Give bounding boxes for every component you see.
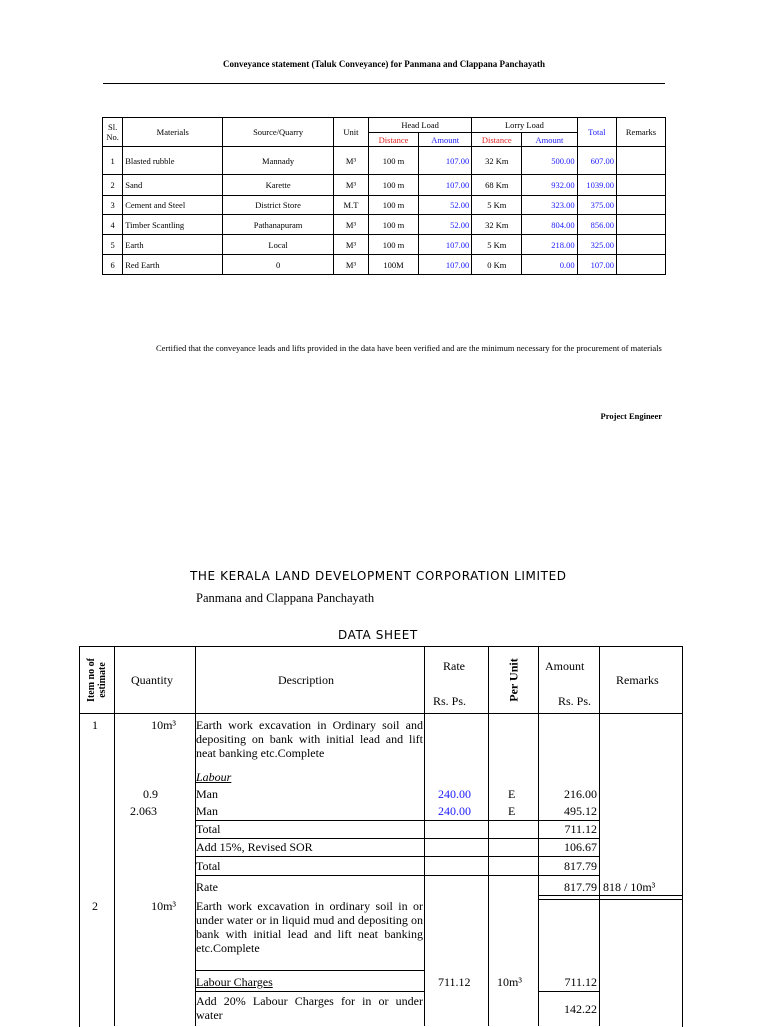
grid-line <box>195 646 196 1026</box>
line-amount: 216.00 <box>564 787 597 801</box>
panchayath-name: Panmana and Clappana Panchayath <box>196 591 375 605</box>
cell-ll-distance: 0 Km <box>472 255 522 275</box>
grid-line <box>195 991 424 992</box>
cell-hl-distance: 100 m <box>369 235 419 255</box>
grid-line <box>195 838 599 839</box>
grid-line <box>195 970 424 971</box>
cell-total: 607.00 <box>577 147 616 175</box>
cell-hl-distance: 100 m <box>369 196 419 215</box>
cell-hl-distance: 100 m <box>369 175 419 196</box>
header-item-no <box>80 647 114 713</box>
add-labour-amount: 142.22 <box>564 1002 597 1016</box>
item-quantity: 10m³ <box>151 718 176 732</box>
statement-title: Conveyance statement (Taluk Conveyance) for Panmana and Clappana Panchayath <box>222 59 546 69</box>
grid-line <box>195 820 599 821</box>
rate-value: 817.79 <box>564 880 597 894</box>
cell-ll-amount: 0.00 <box>522 255 577 275</box>
grid-line <box>195 875 599 876</box>
cell-unit: M³ <box>333 147 368 175</box>
header-remarks: Remarks <box>616 118 665 147</box>
header-amount-sub: Rs. Ps. <box>558 694 592 708</box>
header-rule <box>79 713 682 714</box>
header-unit: Unit <box>333 118 368 147</box>
cell-ll-distance: 5 Km <box>472 235 522 255</box>
grid-line <box>538 899 682 900</box>
header-head-load: Head Load <box>369 118 472 133</box>
grid-line <box>114 646 115 1026</box>
cell-material: Sand <box>123 175 223 196</box>
cell-unit: M.T <box>333 196 368 215</box>
cell-hl-amount: 52.00 <box>419 215 472 235</box>
cell-remarks <box>616 215 665 235</box>
total-value: 817.79 <box>564 859 597 873</box>
cell-material: Earth <box>123 235 223 255</box>
header-rate: Rate <box>443 659 465 673</box>
labour-charges-label: Labour Charges <box>196 975 273 989</box>
cell-source: Mannady <box>223 147 334 175</box>
rate-label: Rate <box>196 880 218 894</box>
grid-line <box>538 646 539 1026</box>
line-amount: 495.12 <box>564 804 597 818</box>
cell-remarks <box>616 235 665 255</box>
header-source: Source/Quarry <box>223 118 334 147</box>
cell-unit: M³ <box>333 235 368 255</box>
header-total: Total <box>577 118 616 147</box>
cell-ll-distance: 32 Km <box>472 215 522 235</box>
cell-hl-distance: 100M <box>369 255 419 275</box>
header-quantity: Quantity <box>131 673 173 687</box>
header-sl-no: Sl. No. <box>103 118 123 147</box>
total-label: Total <box>196 822 221 836</box>
item-description: Earth work excavation in ordinary soil in or under water or in liquid mud and depositing on bank with initial lead and lift neat banking etc.Complete <box>196 899 423 955</box>
rate-remark: 818 / 10m³ <box>603 880 656 894</box>
table-row <box>103 215 666 235</box>
cell-hl-amount: 107.00 <box>419 147 472 175</box>
cell-remarks <box>616 147 665 175</box>
certification-text: Certified that the conveyance leads and lifts provided in the data have been verified and are the minimum necessary for the procurement of materials <box>156 343 662 353</box>
cell-total: 375.00 <box>577 196 616 215</box>
cell-material: Blasted rubble <box>123 147 223 175</box>
cell-total: 1039.00 <box>577 175 616 196</box>
cell-sl: 1 <box>103 147 123 175</box>
line-quantity: 0.9 <box>143 787 158 801</box>
item-description: Earth work excavation in Ordinary soil and depositing on bank with initial lead and lift neat banking etc.Complete <box>196 718 423 760</box>
cell-ll-distance: 68 Km <box>472 175 522 196</box>
header-ll-distance: Distance <box>472 133 522 147</box>
header-per-unit <box>489 647 538 713</box>
cell-total: 325.00 <box>577 235 616 255</box>
cell-ll-distance: 32 Km <box>472 147 522 175</box>
cell-remarks <box>616 196 665 215</box>
cell-unit: M³ <box>333 175 368 196</box>
cell-unit: M³ <box>333 255 368 275</box>
total-value: 711.12 <box>564 822 597 836</box>
labour-charges-amount: 711.12 <box>564 975 597 989</box>
cell-material: Red Earth <box>123 255 223 275</box>
cell-material: Cement and Steel <box>123 196 223 215</box>
add-value: 106.67 <box>564 840 597 854</box>
line-rate: 240.00 <box>438 787 471 801</box>
conveyance-table <box>102 117 666 275</box>
signatory: Project Engineer <box>600 411 662 421</box>
grid-line <box>424 646 425 1026</box>
line-label: Man <box>196 787 218 801</box>
cell-source: Karette <box>223 175 334 196</box>
header-materials: Materials <box>123 118 223 147</box>
header-remarks: Remarks <box>616 673 659 687</box>
line-unit: E <box>508 804 516 818</box>
cell-ll-amount: 932.00 <box>522 175 577 196</box>
title-rule <box>103 83 665 84</box>
labour-heading: Labour <box>196 770 232 784</box>
header-hl-distance: Distance <box>369 133 419 147</box>
cell-ll-amount: 218.00 <box>522 235 577 255</box>
table-row <box>103 196 666 215</box>
add-label: Add 15%, Revised SOR <box>196 840 313 854</box>
item-quantity: 10m³ <box>151 899 176 913</box>
labour-charges-rate: 711.12 <box>438 975 471 989</box>
header-rate-sub: Rs. Ps. <box>433 694 467 708</box>
cell-ll-distance: 5 Km <box>472 196 522 215</box>
cell-sl: 4 <box>103 215 123 235</box>
cell-total: 107.00 <box>577 255 616 275</box>
line-rate: 240.00 <box>438 804 471 818</box>
cell-ll-amount: 323.00 <box>522 196 577 215</box>
cell-hl-amount: 107.00 <box>419 255 472 275</box>
table-row <box>103 235 666 255</box>
grid-line <box>538 991 599 992</box>
header-per-unit-label: Per Unit <box>506 658 520 702</box>
grid-line <box>599 646 600 1026</box>
item-number: 1 <box>92 718 98 732</box>
grid-line <box>538 895 682 896</box>
cell-total: 856.00 <box>577 215 616 235</box>
cell-hl-amount: 107.00 <box>419 235 472 255</box>
item-number: 2 <box>92 899 98 913</box>
datasheet-title: DATA SHEET <box>338 628 418 642</box>
cell-ll-amount: 500.00 <box>522 147 577 175</box>
cell-sl: 2 <box>103 175 123 196</box>
cell-ll-amount: 804.00 <box>522 215 577 235</box>
header-item-no-label: Item no of estimate <box>86 658 108 702</box>
header-ll-amount: Amount <box>522 133 577 147</box>
cell-remarks <box>616 255 665 275</box>
header-description: Description <box>278 673 334 687</box>
cell-material: Timber Scantling <box>123 215 223 235</box>
table-row <box>103 255 666 275</box>
cell-remarks <box>616 175 665 196</box>
line-label: Man <box>196 804 218 818</box>
cell-source: Local <box>223 235 334 255</box>
cell-hl-amount: 52.00 <box>419 196 472 215</box>
cell-hl-distance: 100 m <box>369 147 419 175</box>
header-lorry-load: Lorry Load <box>472 118 577 133</box>
cell-source: Pathanapuram <box>223 215 334 235</box>
cell-source: 0 <box>223 255 334 275</box>
cell-hl-amount: 107.00 <box>419 175 472 196</box>
header-hl-amount: Amount <box>419 133 472 147</box>
header-amount: Amount <box>545 659 585 673</box>
company-name: THE KERALA LAND DEVELOPMENT CORPORATION LIMITED <box>190 569 567 583</box>
grid-line <box>195 856 599 857</box>
line-unit: E <box>508 787 516 801</box>
line-quantity: 2.063 <box>130 804 157 818</box>
cell-sl: 5 <box>103 235 123 255</box>
cell-sl: 6 <box>103 255 123 275</box>
labour-charges-unit: 10m³ <box>497 975 522 989</box>
cell-source: District Store <box>223 196 334 215</box>
cell-sl: 3 <box>103 196 123 215</box>
total-label: Total <box>196 859 221 873</box>
cell-hl-distance: 100 m <box>369 215 419 235</box>
cell-unit: M³ <box>333 215 368 235</box>
table-row <box>103 147 666 175</box>
table-row <box>103 175 666 196</box>
add-labour-label: Add 20% Labour Charges for in or under water <box>196 994 423 1022</box>
